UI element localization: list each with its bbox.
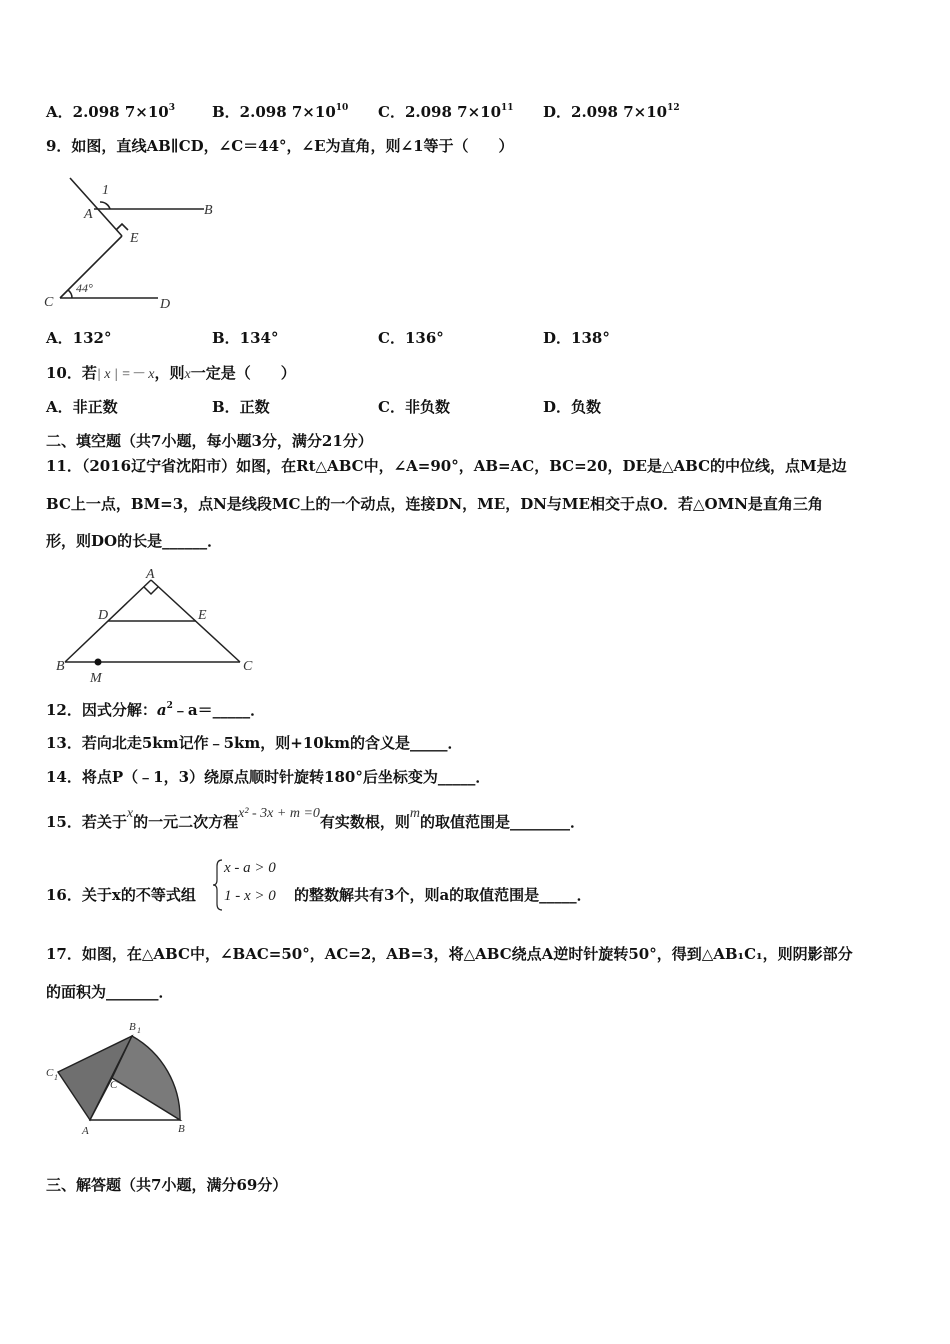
q11-line-1: 11．（2016辽宁省沈阳市）如图，在Rt△ABC中，∠A=90°，AB=AC，BC=20，DE是△ABC的中位线，点M是边 [46,457,847,475]
q17-line-1: 17．如图，在△ABC中，∠BAC=50°，AC=2，AB=3，将△ABC绕点A逆时针旋转50°，得到△AB₁C₁，则阴影部分 [46,945,853,963]
q9-option-b: B．134° [212,329,279,347]
q9-label-1: 1 [102,183,109,198]
q11-label-d: D [98,608,109,623]
q17-label-c1-sub: 1 [54,1073,58,1082]
q17-line-2: 的面积为_______． [46,983,174,1001]
q13-stem: 13．若向北走5km记作﹣5km，则+10km的含义是_____． [46,734,463,752]
q9-label-a: A [84,207,93,222]
q9-label-d: D [160,297,171,312]
q11-label-c: C [243,659,253,674]
q9-angle1-arc [100,202,110,209]
q11-figure [48,566,258,688]
q17-label-b1: B [129,1021,136,1033]
q16-prefix: 16．关于x的不等式组 [46,886,196,904]
q8-option-a: A．2.098 $7\times 10^3$ [46,103,175,121]
q9-label-c: C [44,295,54,310]
q17-label-c: C [110,1079,118,1091]
q9-angle44-arc [68,290,72,298]
q10-option-c: C．非负数 [378,398,450,416]
q10-option-a: A．非正数 [46,398,118,416]
q9-figure [40,172,230,312]
q11-label-e: E [198,608,207,623]
q9-label-e: E [130,231,139,246]
q9-right-angle-mark [116,224,128,230]
q11-point-m [95,659,102,666]
q10-option-d: D．负数 [543,398,602,416]
q11-label-a: A [146,567,155,582]
q11-right-angle-mark [144,587,158,594]
q8-option-b: B．2.098 $7\times 10^{10}$ [212,103,349,121]
q16-inequality-2: 1 - x > 0 [224,888,276,904]
q12-stem: 12．因式分解：$a^2﹣a=\_\_\_\_\_$． [46,701,266,719]
q16-suffix: 的整数解共有3个，则a的取值范围是_____． [294,886,592,904]
q10-option-b: B．正数 [212,398,270,416]
q11-line-2: BC上一点，BM=3，点N是线段MC上的一个动点，连接DN，ME，DN与ME相交于点O．若△OMN是直角三角 [46,495,823,513]
q9-option-c: C．136° [378,329,444,347]
q10-abs-expression: | x | =－ x [96,367,155,382]
q11-label-b: B [56,659,65,674]
q11-label-m: M [90,671,102,686]
q14-stem: 14．将点P（﹣1，3）绕原点顺时针旋转180°后坐标变为_____． [46,768,491,786]
section-fill-in-heading: 二、填空题（共7小题，每小题3分，满分21分） [46,432,373,450]
section-solutions-heading: 三、解答题（共7小题，满分69分） [46,1176,288,1194]
q11-line-3: 形，则DO的长是______． [46,532,223,550]
q9-stem: 9．如图，直线AB∥CD，∠C＝44°，∠E为直角，则∠1等于（ ） [46,137,514,155]
q17-label-b: B [178,1123,185,1135]
q9-option-a: A．132° [46,329,112,347]
q15-equation: x² - 3x + m =0 [238,806,320,821]
q17-label-c1: C [46,1067,54,1079]
q9-line-transversal-top [70,178,122,236]
q17-figure [40,1018,200,1140]
q9-option-d: D．138° [543,329,610,347]
q16-inequality-1: x - a > 0 [224,860,276,876]
q16-brace [212,858,224,912]
q17-label-b1-sub: 1 [137,1026,141,1035]
q9-label-b: B [204,203,213,218]
q8-option-c: C．2.098 $7\times 10^{11}$ [378,103,514,121]
q15-stem: 15．若关于x的一元二次方程x² - 3x + m =0有实数根，则m的取值范围是________． [46,806,586,831]
q10-stem: 10．若| x | =－ x，则x一定是（ ） [46,364,296,382]
q17-label-a: A [82,1125,89,1137]
q9-label-44: 44° [76,281,93,295]
q8-option-d: D．2.098 $7\times 10^{12}$ [543,103,680,121]
